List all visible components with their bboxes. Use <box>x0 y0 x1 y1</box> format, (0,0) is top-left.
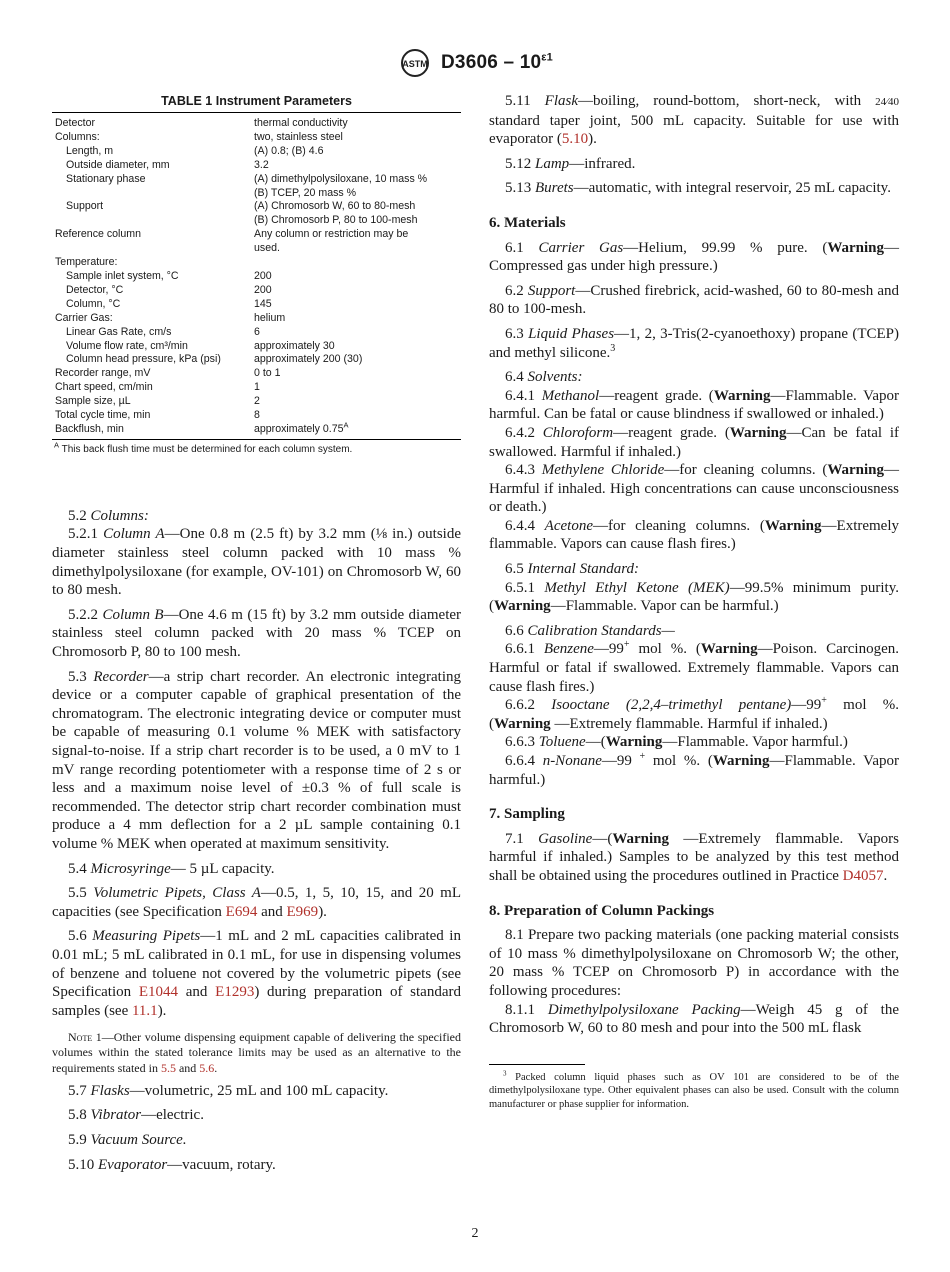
param-name <box>52 187 254 201</box>
section-5-8: 5.8 Vibrator—electric. <box>68 1107 204 1124</box>
link-e969[interactable]: E969 <box>286 903 319 920</box>
param-value: (B) Chromosorb P, 80 to 100-mesh <box>254 214 418 227</box>
heading-8-preparation: 8. Preparation of Column Packings <box>489 902 715 919</box>
param-name: Outside diameter, mm <box>66 158 170 171</box>
param-value: 2 <box>254 395 260 408</box>
link-5-10[interactable]: 5.10 <box>561 131 589 148</box>
param-name: Stationary phase <box>66 172 146 185</box>
link-11-1[interactable]: 11.1 <box>131 1002 158 1019</box>
param-name: Column head pressure, kPa (psi) <box>66 353 221 366</box>
param-name: Backflush, min <box>55 422 124 435</box>
heading-6-materials: 6. Materials <box>489 214 566 231</box>
param-name <box>52 242 254 256</box>
section-6-6-4: 6.6.4 n-Nonane—99 + mol %. (Warning—Flammable. Vapor harmful.) <box>489 751 899 788</box>
param-value: Any column or restriction may be <box>254 228 409 241</box>
param-name: Support <box>66 200 104 213</box>
param-name: Detector <box>55 117 96 129</box>
section-6-6-3: 6.6.3 Toluene—(Warning—Flammable. Vapor harmful.) <box>505 734 848 751</box>
table-row <box>52 200 461 214</box>
table-row <box>52 187 461 201</box>
param-value: (A) 0.8; (B) 4.6 <box>254 144 324 157</box>
param-value: approximately 30 <box>254 339 335 352</box>
link-5-6[interactable]: 5.6 <box>199 1060 215 1075</box>
param-value: (A) dimethylpolysiloxane, 10 mass % <box>254 172 428 185</box>
table-row <box>52 214 461 228</box>
link-e1293[interactable]: E1293 <box>215 984 255 1001</box>
table-row <box>52 298 461 312</box>
param-name: Detector, °C <box>66 283 124 296</box>
param-value: helium <box>254 311 286 324</box>
param-value: approximately 200 (30) <box>254 353 363 366</box>
param-name: Sample size, µL <box>55 395 131 408</box>
param-value: 200 <box>254 269 272 282</box>
svg-text:ASTM: ASTM <box>402 59 428 69</box>
table-row <box>52 173 461 187</box>
param-name: Chart speed, cm/min <box>55 381 153 394</box>
table-row <box>52 326 461 340</box>
table-row <box>52 256 461 270</box>
param-value: (A) Chromosorb W, 60 to 80-mesh <box>254 200 416 213</box>
instrument-parameters-table <box>52 112 461 440</box>
section-6-6-2: 6.6.2 Isooctane (2,2,4–trimethyl pentane)—99+ mol %. (Warning —Extremely flammable. Harmful if inhaled.) <box>489 695 899 732</box>
table-row <box>52 159 461 173</box>
section-5-5: 5.5 Volumetric Pipets, Class A—0.5, 1, 5, 10, 15, and 20 mL capacities (see Specification E694 and E969). <box>52 885 461 920</box>
page-header <box>0 48 950 78</box>
section-5-2: 5.2 Columns: <box>68 507 149 524</box>
param-value: (B) TCEP, 20 mass % <box>254 186 357 199</box>
param-name: Total cycle time, min <box>55 409 151 422</box>
link-e694[interactable]: E694 <box>225 903 258 920</box>
section-5-13: 5.13 Burets—automatic, with integral reservoir, 25 mL capacity. <box>505 180 891 197</box>
section-5-11: 5.11 Flask—boiling, round-bottom, short-neck, with 24⁄40 standard taper joint, 500 mL capacity. Suitable for use with evaporator (5.10). <box>489 93 899 148</box>
param-name: Recorder range, mV <box>55 367 151 380</box>
section-5-6: 5.6 Measuring Pipets—1 mL and 2 mL capacities calibrated in 0.01 mL; 5 mL calibrated in 0.1 mL, for use in dispensing volumes of benzene and toluene not covered by the volumetric pipets (see Specification E1044 and E1293) during preparation of standard samples (see 11.1). <box>52 928 461 1019</box>
section-6-4-1: 6.4.1 Methanol—reagent grade. (Warning—Flammable. Vapor harmful. Can be fatal or cause blindness if swallowed or inhaled.) <box>489 387 899 423</box>
table-row <box>52 409 461 423</box>
section-6-2: 6.2 Support—Crushed firebrick, acid-washed, 60 to 80-mesh and 80 to 100-mesh. <box>489 282 899 318</box>
section-6-4: 6.4 Solvents: <box>505 369 583 386</box>
param-value: 3.2 <box>254 158 269 171</box>
param-value: two, stainless steel <box>254 130 343 143</box>
section-6-4-4: 6.4.4 Acetone—for cleaning columns. (Warning—Extremely flammable. Vapors can cause flash fires.) <box>489 517 900 553</box>
param-value: thermal conductivity <box>254 117 348 129</box>
section-5-2-1: 5.2.1 Column A—One 0.8 m (2.5 ft) by 3.2 mm (⅛ in.) outside diameter stainless steel column packed with 10 mass % dimethylpolysiloxane (for example, OV-101) on Chromosorb W, 60 to 80 mesh. <box>52 526 461 599</box>
page-number: 2 <box>471 1226 479 1241</box>
param-value: 1 <box>254 381 260 394</box>
param-value <box>254 256 461 270</box>
param-name: Column, °C <box>66 297 121 310</box>
param-name: Carrier Gas: <box>55 311 113 324</box>
section-5-7: 5.7 Flasks—volumetric, 25 mL and 100 mL capacity. <box>68 1082 389 1099</box>
section-6-6-1: 6.6.1 Benzene—99+ mol %. (Warning—Poison. Carcinogen. Harmful or fatal if swallowed. Extremely flammable. Vapors can cause flash fires.) <box>489 639 899 695</box>
section-6-6: 6.6 Calibration Standards— <box>505 622 675 639</box>
table-row <box>52 381 461 395</box>
table-row <box>52 423 461 439</box>
table-row <box>52 131 461 145</box>
section-6-5-1: 6.5.1 Methyl Ethyl Ketone (MEK)—99.5% minimum purity. (Warning—Flammable. Vapor can be harmful.) <box>489 579 899 615</box>
param-value: 200 <box>254 283 272 296</box>
right-column <box>489 92 899 1112</box>
param-value: used. <box>254 242 280 255</box>
section-6-5: 6.5 Internal Standard: <box>505 561 640 578</box>
link-d4057[interactable]: D4057 <box>842 867 884 884</box>
table-row <box>52 145 461 159</box>
param-value: 0 to 1 <box>254 367 281 380</box>
left-column <box>52 92 461 1174</box>
param-value: 8 <box>254 409 260 422</box>
astm-logo <box>397 48 433 78</box>
table-row <box>52 395 461 409</box>
param-name: Reference column <box>55 228 141 241</box>
table-row <box>52 270 461 284</box>
link-5-5[interactable]: 5.5 <box>160 1060 176 1075</box>
table-row <box>52 312 461 326</box>
table-row <box>52 284 461 298</box>
param-name: Columns: <box>55 130 100 143</box>
section-5-10: 5.10 Evaporator—vacuum, rotary. <box>68 1156 276 1173</box>
param-name: Length, m <box>66 144 114 157</box>
table-row <box>52 367 461 381</box>
designation: $D3606 - 10^{\varepsilon 1}$ <box>441 51 553 73</box>
table-row <box>52 228 461 242</box>
section-6-4-2: 6.4.2 Chloroform—reagent grade. (Warning—Can be fatal if swallowed. Harmful if inhaled.) <box>489 424 899 460</box>
section-6-1: 6.1 Carrier Gas—Helium, 99.99 % pure. (Warning—Compressed gas under high pressure.) <box>489 239 900 275</box>
table-row <box>52 113 461 131</box>
param-name: Temperature: <box>55 256 118 269</box>
section-5-4: 5.4 Microsyringe— 5 µL capacity. <box>68 860 275 877</box>
section-6-3: 6.3 Liquid Phases—1, 2, 3-Tris(2-cyanoethoxy) propane (TCEP) and methyl silicone.$^3$ <box>489 325 899 361</box>
footnote-rule <box>489 1064 585 1065</box>
table-row <box>52 340 461 354</box>
param-name <box>52 214 254 228</box>
link-e1044[interactable]: E1044 <box>138 984 179 1001</box>
note-1: Note 1—Other volume dispensing equipment capable of delivering the specified volumes within the stated tolerance limits may be used as an alternative to the requirements stated in 5.5 and 5.6. <box>52 1030 461 1075</box>
footnote-3: $^3$ Packed column liquid phases such as OV 101 are considered to be of the dimethylpolysiloxane type. Other equivalent phases can also be used. Consult with the column manufacturer or phase supplier for information. <box>489 1069 899 1110</box>
param-name: Sample inlet system, °C <box>66 269 179 282</box>
section-5-2-2: 5.2.2 Column B—One 4.6 m (15 ft) by 3.2 mm outside diameter stainless steel column packed with 20 mass % TCEP on Chromosorb P, 80 to 100 mesh. <box>52 606 462 660</box>
param-name: Linear Gas Rate, cm/s <box>66 325 172 338</box>
heading-7-sampling: 7. Sampling <box>489 806 565 823</box>
section-6-4-3: 6.4.3 Methylene Chloride—for cleaning columns. (Warning—Harmful if inhaled. High concentrations can cause unconsciousness or death.) <box>489 462 900 516</box>
param-name: Volume flow rate, cm³/min <box>66 339 188 352</box>
section-8-1-1: 8.1.1 Dimethylpolysiloxane Packing—Weigh 45 g of the Chromosorb W, 60 to 80 mesh and pour into the 500 mL flask <box>489 1001 899 1037</box>
table-footnote: $^A$ This back flush time must be determined for each column system. <box>54 440 353 455</box>
table-row <box>52 353 461 367</box>
param-value: 145 <box>254 297 272 310</box>
section-7-1: 7.1 Gasoline—(Warning —Extremely flammable. Vapors harmful if inhaled.) Samples to be analyzed by this test method shall be obtained using the procedures outlined in Practice D4057. <box>489 830 899 884</box>
section-8-1: 8.1 Prepare two packing materials (one packing material consists of 10 mass % dimethylpolysiloxane on Chromosorb W; the other, 20 mass % TCEP on Chromosorb P) in accordance with the following procedures: <box>489 927 899 999</box>
table-title: TABLE 1 Instrument Parameters <box>161 94 352 108</box>
param-value: 6 <box>254 325 260 338</box>
table-row <box>52 242 461 256</box>
section-5-3: 5.3 Recorder—a strip chart recorder. An electronic integrating device or a computer capable of graphical presentation of the chromatogram. The electronic integrating device or computer must be capable of measuring 0.1 volume % MEK with satisfactory signal-to-noise. If a strip chart recorder is to be used, a 0 mV to 1 mV range recording potentiometer with a response time of 2 s or less and a maximum noise level of ±0.3 % of full scale is recommended. The detector strip chart recorder combination must produce a 4 mm deflection for a 2 µL sample containing 0.1 volume % MEK when operated at maximum sensitivity. <box>52 668 461 852</box>
section-5-9: 5.9 Vacuum Source. <box>68 1132 187 1149</box>
section-5-12: 5.12 Lamp—infrared. <box>505 155 636 172</box>
param-value: approximately $0.75^A$ <box>254 420 349 435</box>
